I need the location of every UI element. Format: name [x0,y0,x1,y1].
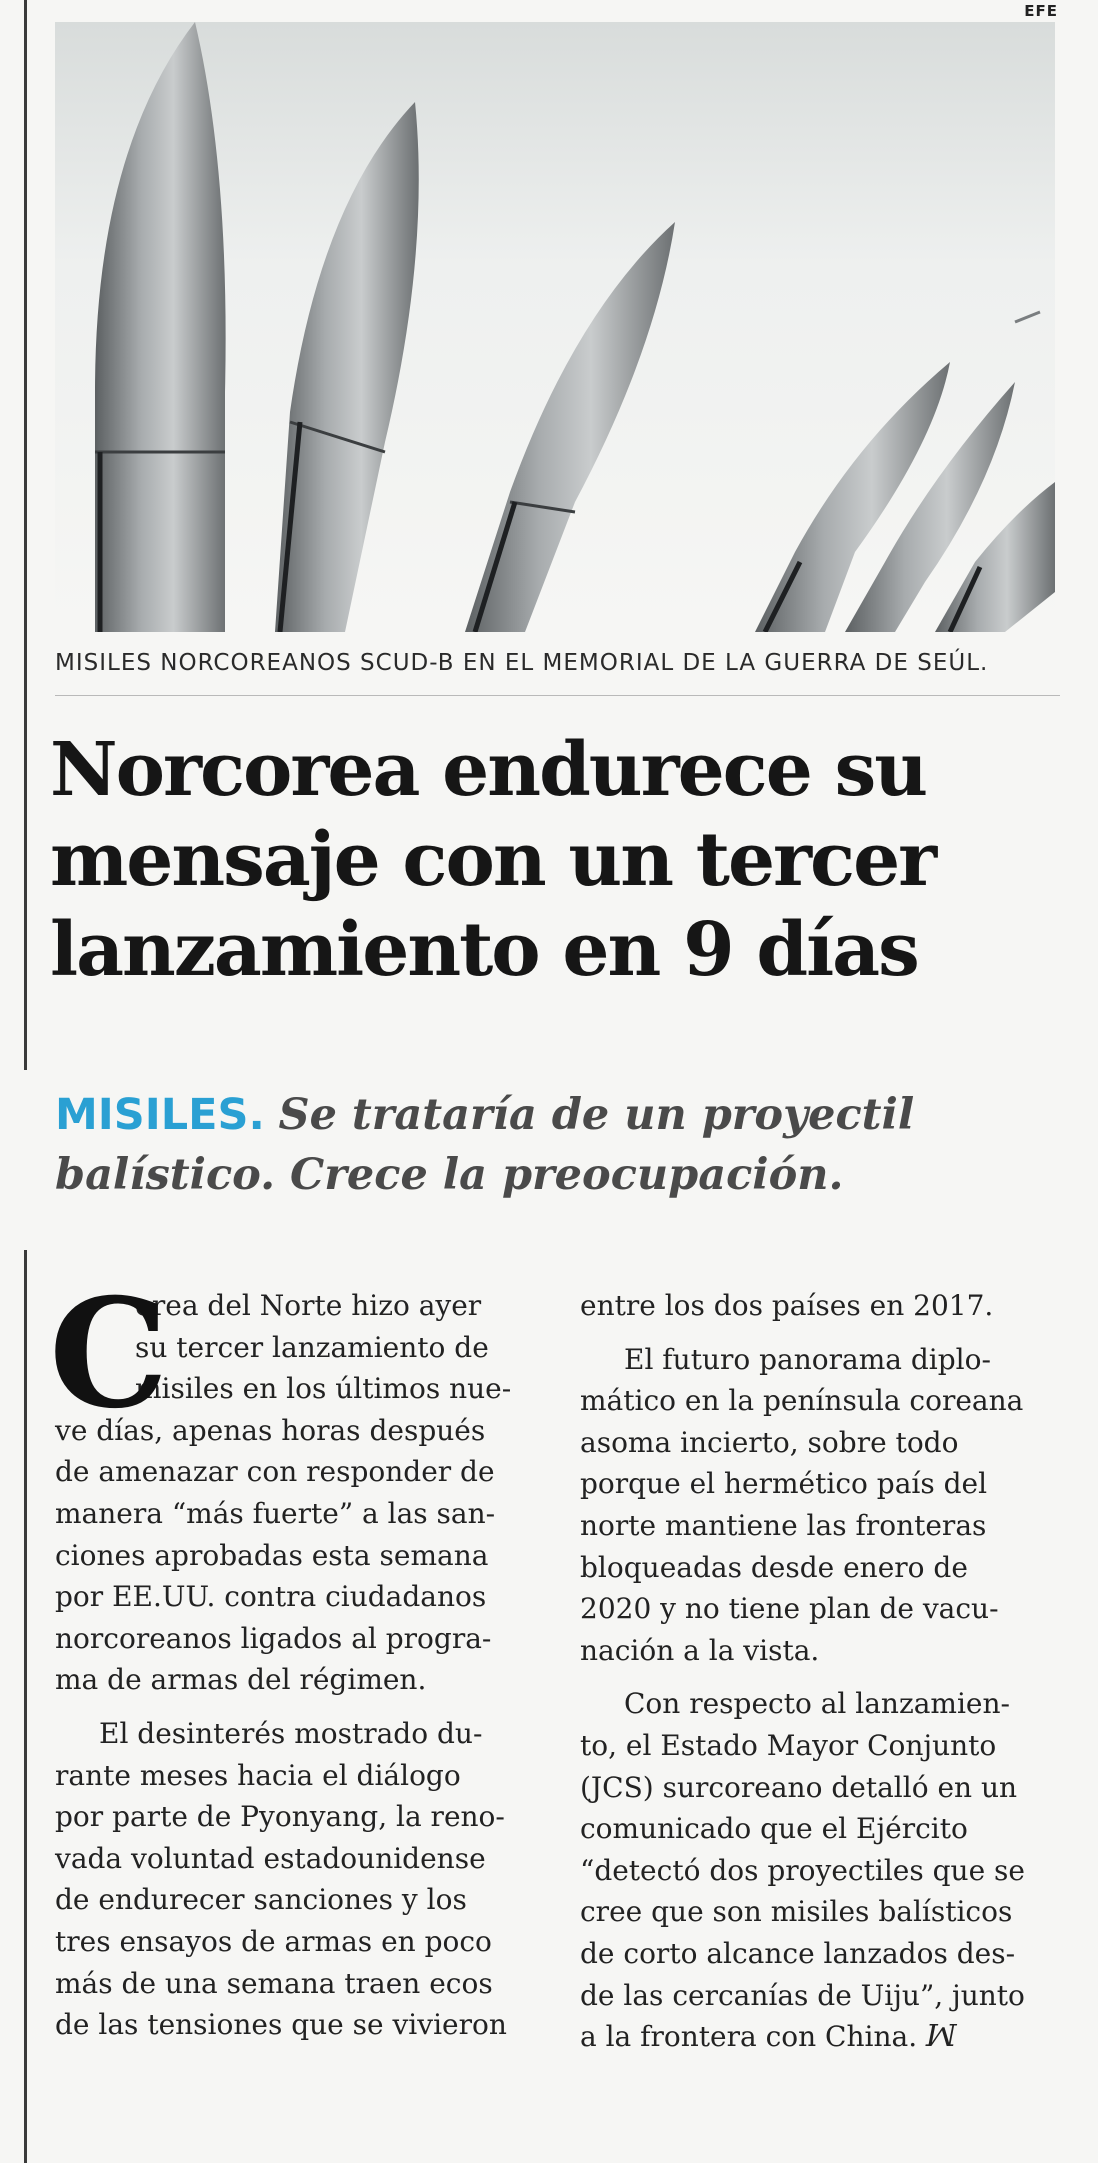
text-line: El futuro panorama diplo- [624,1342,991,1376]
paragraph [55,1713,525,2046]
text-line: ve días, apenas horas después [55,1413,486,1447]
text-line: nación a la vista. [580,1633,820,1667]
text-line: por parte de Pyonyang, la reno- [55,1800,505,1834]
section-kicker: MISILES. [55,1090,265,1140]
drop-cap: C [49,1266,169,1442]
text-line: rante meses hacia el diálogo [55,1758,461,1792]
text-line: cree que son misiles balísticos [580,1895,1013,1929]
paragraph [580,1339,1050,1672]
text-line: manera “más fuerte” a las san- [55,1496,496,1530]
headline-line: lanzamiento en 9 días [50,907,918,993]
photo-credit: EFE [1024,2,1058,20]
headline-line: Norcorea endurece su [50,727,927,813]
text-line: porque el hermético país del [580,1467,988,1501]
text-fragment: a la frontera con China. [580,2020,918,2054]
text-line: to, el Estado Mayor Conjunto [580,1728,997,1762]
body-column-right [580,1285,1050,2058]
text-line: comunicado que el Ejército [580,1812,968,1846]
margin-rule-top [24,0,27,1070]
text-line: ciones aprobadas esta semana [55,1538,489,1572]
text-line: norte mantiene las fronteras [580,1508,987,1542]
text-line: “detectó dos proyectiles que se [580,1853,1025,1887]
text-line: misiles en los últimos nue- [135,1372,512,1406]
margin-rule-bottom [24,1250,27,2163]
subheadline [55,1085,1065,1205]
text-line: 2020 y no tiene plan de vacu- [580,1592,999,1626]
text-line: de amenazar con responder de [55,1455,495,1489]
text-line: su tercer lanzamiento de [135,1330,489,1364]
text-line: tres ensayos de armas en poco [55,1924,492,1958]
subheadline-line: balístico. Crece la preocupación. [55,1150,844,1200]
body-column-left [49,1266,525,2046]
text-line: bloqueadas desde enero de [580,1550,968,1584]
text-line: mático en la península coreana [580,1384,1024,1418]
text-line: entre los dos países en 2017. [580,1289,994,1322]
text-line: El desinterés mostrado du- [99,1716,483,1750]
text-line: (JCS) surcoreano detalló en un [580,1770,1018,1804]
headline [50,725,1070,995]
text-line: asoma incierto, sobre todo [580,1425,959,1459]
text-line: ma de armas del régimen. [55,1663,427,1697]
text-line: vada voluntad estadounidense [55,1841,486,1875]
paragraph [580,1285,1050,1327]
caption-divider [55,695,1060,696]
text-line [580,2016,1050,2058]
paragraph [580,1683,1050,2057]
paragraph [49,1266,525,1701]
text-line: de endurecer sanciones y los [55,1883,467,1917]
text-line: por EE.UU. contra ciudadanos [55,1580,487,1614]
text-line: de las tensiones que se vivieron [55,2008,507,2042]
text-line: más de una semana traen ecos [55,1966,493,2000]
headline-line: mensaje con un tercer [50,817,936,903]
photo-caption: MISILES NORCOREANOS SCUD-B EN EL MEMORIAL DE LA GUERRA DE SEÚL. [55,650,989,676]
end-mark-icon: ꟽ [926,2019,957,2055]
text-line: de las cercanías de Uiju”, junto [580,1978,1025,2012]
text-line: orea del Norte hizo ayer [135,1289,482,1322]
subheadline-line: Se trataría de un proyectil [278,1090,915,1140]
text-line: Con respecto al lanzamien- [624,1687,1010,1721]
missile-photo [55,22,1055,632]
text-line: de corto alcance lanzados des- [580,1936,1016,1970]
text-line: norcoreanos ligados al progra- [55,1621,492,1655]
